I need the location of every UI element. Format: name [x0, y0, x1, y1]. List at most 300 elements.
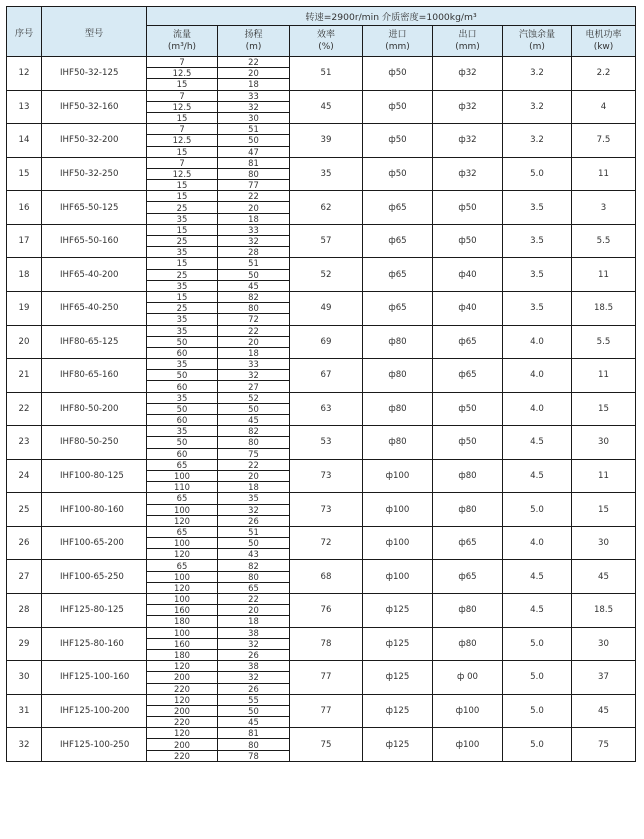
header-model: 型号: [42, 7, 147, 57]
npsh-cell: 4.0: [503, 392, 572, 426]
model-cell: IHF65-50-125: [42, 191, 147, 225]
inlet-cell: ф100: [363, 526, 433, 560]
power-cell: 11: [572, 459, 636, 493]
power-cell: 37: [572, 661, 636, 695]
inlet-cell: ф125: [363, 627, 433, 661]
power-cell: 4: [572, 90, 636, 124]
head-cell: 18: [218, 79, 290, 90]
flow-cell: 7: [147, 57, 218, 68]
outlet-cell: ф80: [433, 493, 503, 527]
power-cell: 7.5: [572, 124, 636, 158]
flow-cell: 7: [147, 90, 218, 101]
outlet-cell: ф65: [433, 325, 503, 359]
head-label: 扬程: [244, 30, 263, 40]
head-cell: 32: [218, 672, 290, 683]
model-cell: IHF65-40-200: [42, 258, 147, 292]
head-cell: 27: [218, 381, 290, 392]
model-cell: IHF65-50-160: [42, 224, 147, 258]
efficiency-label: 效率: [316, 30, 335, 40]
power-cell: 30: [572, 426, 636, 460]
flow-cell: 15: [147, 79, 218, 90]
outlet-cell: ф50: [433, 392, 503, 426]
npsh-cell: 4.5: [503, 560, 572, 594]
flow-cell: 120: [147, 515, 218, 526]
head-cell: 33: [218, 90, 290, 101]
inlet-cell: ф125: [363, 728, 433, 762]
header-efficiency: [290, 26, 363, 57]
outlet-cell: ф40: [433, 291, 503, 325]
efficiency-cell: 62: [290, 191, 363, 225]
flow-cell: 7: [147, 157, 218, 168]
flow-cell: 35: [147, 392, 218, 403]
flow-cell: 60: [147, 347, 218, 358]
flow-cell: 25: [147, 303, 218, 314]
seq-cell: 16: [7, 191, 42, 225]
flow-cell: 35: [147, 247, 218, 258]
head-cell: 18: [218, 213, 290, 224]
table-row: [7, 594, 636, 605]
npsh-cell: 3.5: [503, 224, 572, 258]
flow-cell: 110: [147, 482, 218, 493]
head-cell: 82: [218, 426, 290, 437]
header-power: [572, 26, 636, 57]
outlet-cell: ф40: [433, 258, 503, 292]
seq-cell: 21: [7, 359, 42, 393]
inlet-cell: ф100: [363, 560, 433, 594]
inlet-cell: ф80: [363, 325, 433, 359]
flow-cell: 25: [147, 236, 218, 247]
head-cell: 22: [218, 57, 290, 68]
seq-cell: 15: [7, 157, 42, 191]
header-seq: 序号: [7, 7, 42, 57]
inlet-cell: ф80: [363, 392, 433, 426]
flow-cell: 180: [147, 649, 218, 660]
table-row: [7, 291, 636, 302]
head-cell: 38: [218, 627, 290, 638]
flow-cell: 100: [147, 504, 218, 515]
head-cell: 26: [218, 515, 290, 526]
head-cell: 30: [218, 112, 290, 123]
flow-cell: 120: [147, 694, 218, 705]
inlet-cell: ф100: [363, 459, 433, 493]
head-cell: 81: [218, 157, 290, 168]
power-cell: 5.5: [572, 325, 636, 359]
table-row: [7, 191, 636, 202]
seq-cell: 22: [7, 392, 42, 426]
seq-cell: 12: [7, 57, 42, 91]
flow-cell: 65: [147, 459, 218, 470]
head-cell: 52: [218, 392, 290, 403]
model-cell: IHF50-32-125: [42, 57, 147, 91]
model-cell: IHF65-40-250: [42, 291, 147, 325]
flow-cell: 60: [147, 415, 218, 426]
table-row: [7, 224, 636, 235]
flow-label: 流量: [172, 30, 191, 40]
flow-cell: 12.5: [147, 168, 218, 179]
inlet-cell: ф50: [363, 157, 433, 191]
header-conditions: [147, 7, 636, 26]
head-cell: 32: [218, 370, 290, 381]
flow-cell: 120: [147, 661, 218, 672]
inlet-cell: ф65: [363, 224, 433, 258]
table-row: [7, 359, 636, 370]
inlet-cell: ф80: [363, 426, 433, 460]
head-cell: 77: [218, 180, 290, 191]
npsh-cell: 3.5: [503, 191, 572, 225]
head-cell: 18: [218, 616, 290, 627]
flow-cell: 35: [147, 426, 218, 437]
head-unit: (m): [245, 42, 262, 52]
head-cell: 82: [218, 560, 290, 571]
flow-cell: 120: [147, 728, 218, 739]
head-cell: 47: [218, 146, 290, 157]
inlet-unit: (mm): [385, 42, 410, 52]
outlet-cell: ф50: [433, 191, 503, 225]
power-cell: 18.5: [572, 291, 636, 325]
table-row: [7, 90, 636, 101]
efficiency-cell: 39: [290, 124, 363, 158]
outlet-cell: ф50: [433, 426, 503, 460]
table-row: [7, 57, 636, 68]
seq-cell: 32: [7, 728, 42, 762]
efficiency-cell: 77: [290, 694, 363, 728]
npsh-cell: 3.5: [503, 258, 572, 292]
head-cell: 33: [218, 224, 290, 235]
power-cell: 30: [572, 627, 636, 661]
head-cell: 81: [218, 728, 290, 739]
head-cell: 51: [218, 526, 290, 537]
head-cell: 80: [218, 739, 290, 750]
seq-cell: 24: [7, 459, 42, 493]
npsh-cell: 4.5: [503, 426, 572, 460]
table-row: [7, 157, 636, 168]
seq-cell: 30: [7, 661, 42, 695]
npsh-cell: 3.5: [503, 291, 572, 325]
efficiency-cell: 72: [290, 526, 363, 560]
flow-cell: 12.5: [147, 101, 218, 112]
table-row: [7, 124, 636, 135]
efficiency-cell: 63: [290, 392, 363, 426]
head-cell: 20: [218, 202, 290, 213]
flow-cell: 160: [147, 638, 218, 649]
inlet-cell: ф50: [363, 90, 433, 124]
head-cell: 82: [218, 291, 290, 302]
flow-cell: 100: [147, 571, 218, 582]
power-cell: 45: [572, 560, 636, 594]
inlet-cell: ф125: [363, 594, 433, 628]
flow-cell: 200: [147, 739, 218, 750]
pump-spec-table: [6, 6, 636, 762]
flow-cell: 35: [147, 325, 218, 336]
flow-cell: 15: [147, 112, 218, 123]
model-cell: IHF125-100-160: [42, 661, 147, 695]
head-cell: 45: [218, 415, 290, 426]
header-outlet: [433, 26, 503, 57]
outlet-cell: ф32: [433, 57, 503, 91]
model-cell: IHF100-65-200: [42, 526, 147, 560]
outlet-cell: ф32: [433, 157, 503, 191]
head-cell: 50: [218, 705, 290, 716]
inlet-cell: ф50: [363, 124, 433, 158]
header-flow: [147, 26, 218, 57]
table-row: [7, 627, 636, 638]
efficiency-cell: 49: [290, 291, 363, 325]
npsh-cell: 3.2: [503, 90, 572, 124]
head-cell: 32: [218, 638, 290, 649]
flow-cell: 25: [147, 202, 218, 213]
flow-cell: 100: [147, 538, 218, 549]
table-row: [7, 661, 636, 672]
head-cell: 18: [218, 482, 290, 493]
flow-cell: 35: [147, 213, 218, 224]
seq-cell: 13: [7, 90, 42, 124]
flow-cell: 15: [147, 180, 218, 191]
npsh-cell: 5.0: [503, 157, 572, 191]
seq-cell: 14: [7, 124, 42, 158]
head-cell: 45: [218, 280, 290, 291]
npsh-label: 汽蚀余量: [518, 30, 555, 40]
outlet-cell: ф100: [433, 728, 503, 762]
seq-cell: 20: [7, 325, 42, 359]
table-body: [7, 57, 636, 762]
flow-cell: 200: [147, 672, 218, 683]
flow-cell: 65: [147, 493, 218, 504]
flow-cell: 25: [147, 269, 218, 280]
outlet-cell: ф32: [433, 124, 503, 158]
npsh-cell: 5.0: [503, 728, 572, 762]
pump-spec-sheet: [6, 6, 635, 762]
npsh-cell: 4.0: [503, 325, 572, 359]
table-header: [7, 7, 636, 57]
flow-cell: 200: [147, 705, 218, 716]
power-label: 电机功率: [585, 30, 622, 40]
table-row: [7, 728, 636, 739]
flow-cell: 12.5: [147, 68, 218, 79]
head-cell: 32: [218, 504, 290, 515]
npsh-cell: 4.0: [503, 359, 572, 393]
inlet-label: 进口: [388, 30, 407, 40]
inlet-cell: ф65: [363, 291, 433, 325]
efficiency-cell: 75: [290, 728, 363, 762]
head-cell: 80: [218, 303, 290, 314]
model-cell: IHF100-80-160: [42, 493, 147, 527]
efficiency-cell: 67: [290, 359, 363, 393]
power-cell: 11: [572, 157, 636, 191]
head-cell: 80: [218, 437, 290, 448]
head-cell: 65: [218, 582, 290, 593]
npsh-cell: 4.5: [503, 459, 572, 493]
table-row: [7, 325, 636, 336]
efficiency-cell: 78: [290, 627, 363, 661]
table-row: [7, 694, 636, 705]
seq-cell: 26: [7, 526, 42, 560]
npsh-cell: 3.2: [503, 57, 572, 91]
npsh-unit: (m): [529, 42, 545, 52]
outlet-cell: ф65: [433, 526, 503, 560]
efficiency-cell: 68: [290, 560, 363, 594]
power-cell: 2.2: [572, 57, 636, 91]
head-cell: 75: [218, 448, 290, 459]
model-cell: IHF125-100-250: [42, 728, 147, 762]
npsh-cell: 5.0: [503, 627, 572, 661]
power-cell: 5.5: [572, 224, 636, 258]
flow-cell: 180: [147, 616, 218, 627]
flow-cell: 35: [147, 314, 218, 325]
table-row: [7, 426, 636, 437]
head-cell: 35: [218, 493, 290, 504]
head-cell: 26: [218, 649, 290, 660]
head-cell: 72: [218, 314, 290, 325]
head-cell: 22: [218, 459, 290, 470]
efficiency-cell: 77: [290, 661, 363, 695]
flow-cell: 15: [147, 191, 218, 202]
head-cell: 51: [218, 124, 290, 135]
flow-cell: 50: [147, 370, 218, 381]
flow-cell: 15: [147, 291, 218, 302]
flow-cell: 50: [147, 336, 218, 347]
table-row: [7, 459, 636, 470]
flow-cell: 65: [147, 560, 218, 571]
npsh-cell: 5.0: [503, 661, 572, 695]
head-cell: 20: [218, 336, 290, 347]
head-cell: 22: [218, 191, 290, 202]
table-row: [7, 493, 636, 504]
efficiency-cell: 52: [290, 258, 363, 292]
model-cell: IHF50-32-200: [42, 124, 147, 158]
head-cell: 20: [218, 470, 290, 481]
power-cell: 15: [572, 392, 636, 426]
inlet-cell: ф100: [363, 493, 433, 527]
model-cell: IHF50-32-160: [42, 90, 147, 124]
outlet-cell: ф65: [433, 359, 503, 393]
header-npsh: [503, 26, 572, 57]
head-cell: 50: [218, 403, 290, 414]
seq-cell: 29: [7, 627, 42, 661]
head-cell: 51: [218, 258, 290, 269]
npsh-cell: 4.5: [503, 594, 572, 628]
head-cell: 32: [218, 236, 290, 247]
flow-cell: 35: [147, 359, 218, 370]
model-cell: IHF100-65-250: [42, 560, 147, 594]
efficiency-cell: 45: [290, 90, 363, 124]
seq-cell: 28: [7, 594, 42, 628]
head-cell: 20: [218, 605, 290, 616]
inlet-cell: ф80: [363, 359, 433, 393]
seq-cell: 23: [7, 426, 42, 460]
table-row: [7, 258, 636, 269]
inlet-cell: ф125: [363, 694, 433, 728]
head-cell: 22: [218, 325, 290, 336]
flow-cell: 15: [147, 258, 218, 269]
head-cell: 28: [218, 247, 290, 258]
outlet-cell: ф80: [433, 594, 503, 628]
conditions-text: 转速=2900r/min 介质密度=1000kg/m³: [305, 12, 477, 23]
efficiency-cell: 73: [290, 493, 363, 527]
head-cell: 80: [218, 168, 290, 179]
outlet-cell: ф 00: [433, 661, 503, 695]
head-cell: 80: [218, 571, 290, 582]
npsh-cell: 5.0: [503, 694, 572, 728]
flow-cell: 100: [147, 627, 218, 638]
flow-cell: 220: [147, 683, 218, 694]
efficiency-cell: 73: [290, 459, 363, 493]
model-cell: IHF125-100-200: [42, 694, 147, 728]
flow-cell: 7: [147, 124, 218, 135]
model-cell: IHF125-80-160: [42, 627, 147, 661]
seq-cell: 25: [7, 493, 42, 527]
model-cell: IHF80-65-125: [42, 325, 147, 359]
header-head: [218, 26, 290, 57]
header-inlet: [363, 26, 433, 57]
head-cell: 78: [218, 750, 290, 761]
flow-cell: 50: [147, 437, 218, 448]
efficiency-cell: 69: [290, 325, 363, 359]
model-cell: IHF80-50-200: [42, 392, 147, 426]
power-cell: 45: [572, 694, 636, 728]
power-cell: 15: [572, 493, 636, 527]
flow-cell: 50: [147, 403, 218, 414]
flow-cell: 60: [147, 381, 218, 392]
inlet-cell: ф50: [363, 57, 433, 91]
flow-cell: 12.5: [147, 135, 218, 146]
flow-cell: 160: [147, 605, 218, 616]
outlet-cell: ф50: [433, 224, 503, 258]
power-cell: 3: [572, 191, 636, 225]
inlet-cell: ф65: [363, 258, 433, 292]
flow-cell: 15: [147, 224, 218, 235]
efficiency-cell: 53: [290, 426, 363, 460]
outlet-cell: ф80: [433, 459, 503, 493]
outlet-cell: ф32: [433, 90, 503, 124]
efficiency-unit: (%): [318, 42, 334, 52]
flow-cell: 65: [147, 526, 218, 537]
flow-cell: 100: [147, 594, 218, 605]
npsh-cell: 5.0: [503, 493, 572, 527]
model-cell: IHF50-32-250: [42, 157, 147, 191]
model-cell: IHF80-50-250: [42, 426, 147, 460]
efficiency-cell: 35: [290, 157, 363, 191]
outlet-cell: ф100: [433, 694, 503, 728]
inlet-cell: ф65: [363, 191, 433, 225]
flow-unit: (m³/h): [167, 42, 197, 52]
head-cell: 26: [218, 683, 290, 694]
model-cell: IHF100-80-125: [42, 459, 147, 493]
power-cell: 18.5: [572, 594, 636, 628]
head-cell: 55: [218, 694, 290, 705]
head-cell: 50: [218, 135, 290, 146]
head-cell: 50: [218, 538, 290, 549]
outlet-label: 出口: [458, 30, 477, 40]
seq-cell: 18: [7, 258, 42, 292]
flow-cell: 60: [147, 448, 218, 459]
head-cell: 50: [218, 269, 290, 280]
head-cell: 33: [218, 359, 290, 370]
flow-cell: 100: [147, 470, 218, 481]
head-cell: 43: [218, 549, 290, 560]
outlet-cell: ф80: [433, 627, 503, 661]
power-cell: 11: [572, 258, 636, 292]
model-cell: IHF125-80-125: [42, 594, 147, 628]
flow-cell: 35: [147, 280, 218, 291]
head-cell: 45: [218, 717, 290, 728]
flow-cell: 220: [147, 717, 218, 728]
seq-cell: 27: [7, 560, 42, 594]
table-row: [7, 526, 636, 537]
table-row: [7, 392, 636, 403]
efficiency-cell: 76: [290, 594, 363, 628]
head-cell: 18: [218, 347, 290, 358]
efficiency-cell: 51: [290, 57, 363, 91]
